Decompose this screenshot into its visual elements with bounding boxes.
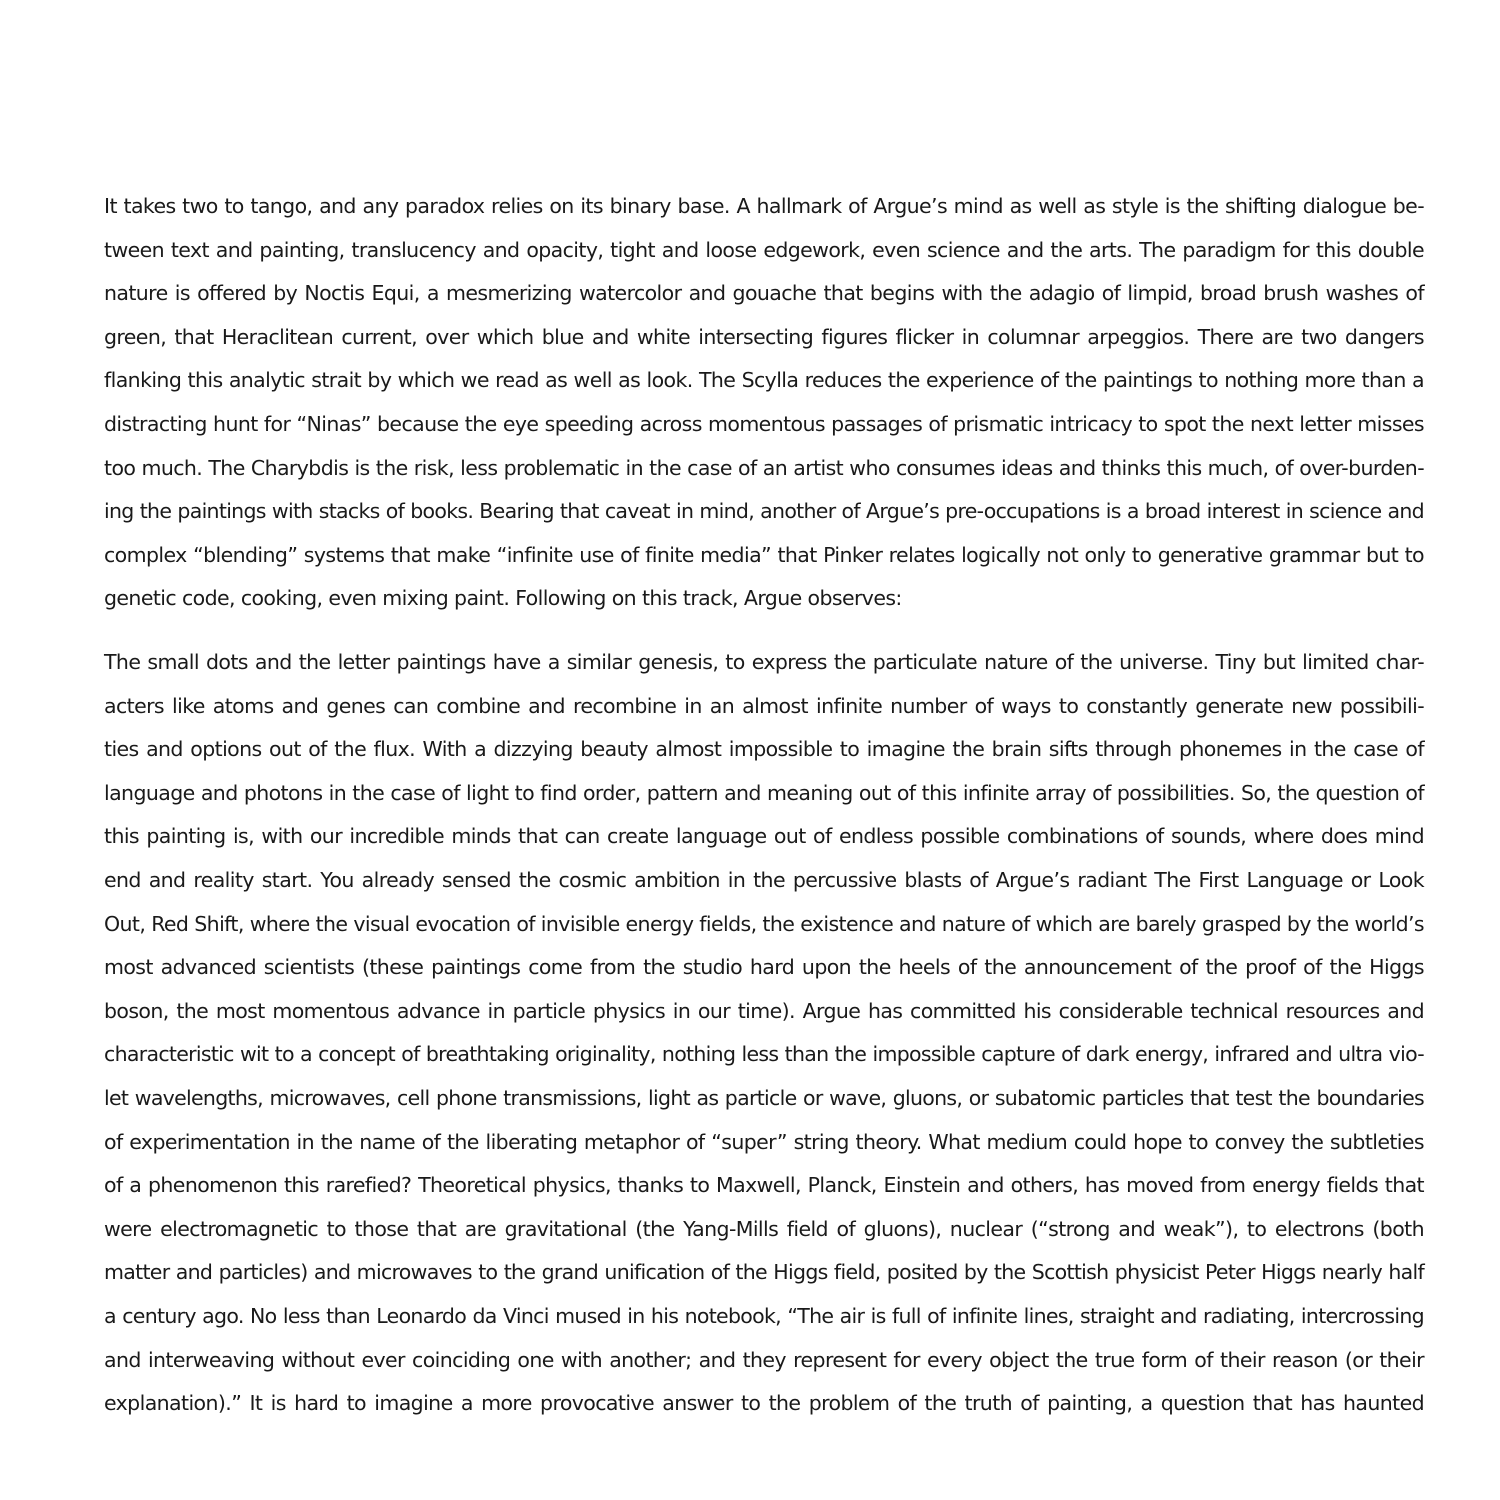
paragraph-line: genetic code, cooking, even mixing paint. Following on this track, Argue observes: [104,586,902,611]
paragraph-line: ties and options out of the flux. With a dizzying beauty almost impossible to imagine the brain sifts through phonemes in the case of [104,737,1424,762]
paragraph-line: end and reality start. You already sensed the cosmic ambition in the percussive blasts of Argue’s radiant The First Language or Look [104,867,1424,892]
paragraph-line: matter and particles) and microwaves to the grand unification of the Higgs field, posited by the Scottish physicist Peter Higgs nearly half [104,1260,1424,1285]
paragraph-line: distracting hunt for “Ninas” because the eye speeding across momentous passages of prismatic intricacy to spot the next letter misses [104,411,1424,436]
paragraph-line: green, that Heraclitean current, over which blue and white intersecting figures flicker in columnar arpeggios. There are two dangers [104,324,1424,349]
paragraph-line: were electromagnetic to those that are gravitational (the Yang-Mills field of gluons), nuclear (“strong and weak”), to electrons (both [104,1216,1424,1241]
paragraph-line: and interweaving without ever coinciding one with another; and they represent for every object the true form of their reason (or their [104,1347,1424,1372]
paragraph-line: Out, Red Shift, where the visual evocation of invisible energy fields, the existence and nature of which are barely grasped by the world’s [104,911,1424,936]
paragraph-line: ing the paintings with stacks of books. Bearing that caveat in mind, another of Argue’s pre-occupations is a broad interest in science and [104,499,1424,524]
paragraph-line: most advanced scientists (these paintings come from the studio hard upon the heels of the announcement of the proof of the Higgs [104,955,1424,980]
paragraph-line: It takes two to tango, and any paradox relies on its binary base. A hallmark of Argue’s mind as well as style is the shifting dialogue be- [104,194,1424,218]
body-paragraph-1 [104,185,1424,621]
paragraph-line: of a phenomenon this rarefied? Theoretical physics, thanks to Maxwell, Planck, Einstein and others, has moved from energy fields that [104,1173,1424,1198]
block-quote-paragraph [104,641,1424,1426]
paragraph-line: nature is offered by Noctis Equi, a mesmerizing watercolor and gouache that begins with the adagio of limpid, broad brush washes of [104,281,1424,306]
paragraph-line: flanking this analytic strait by which we read as well as look. The Scylla reduces the experience of the paintings to nothing more than a [104,368,1424,393]
paragraph-line: acters like atoms and genes can combine and recombine in an almost infinite number of ways to constantly generate new possibili- [104,693,1424,718]
paragraph-line: tween text and painting, translucency and opacity, tight and loose edgework, even science and the arts. The paradigm for this double [104,237,1424,262]
paragraph-line: complex “blending” systems that make “infinite use of finite media” that Pinker relates logically not only to generative grammar but to [104,542,1424,567]
paragraph-line: explanation).” It is hard to imagine a more provocative answer to the problem of the truth of painting, a question that has haunted [104,1391,1424,1416]
paragraph-line: The small dots and the letter paintings have a similar genesis, to express the particulate nature of the universe. Tiny but limited char- [104,650,1424,674]
paragraph-line: too much. The Charybdis is the risk, less problematic in the case of an artist who consumes ideas and thinks this much, of over-burden- [104,455,1424,480]
paragraph-line: this painting is, with our incredible minds that can create language out of endless possible combinations of sounds, where does mind [104,824,1424,849]
paragraph-line: boson, the most momentous advance in particle physics in our time). Argue has committed his considerable technical resources and [104,998,1424,1023]
paragraph-line: characteristic wit to a concept of breathtaking originality, nothing less than the impossible capture of dark energy, infrared and ultra vio- [104,1042,1424,1067]
paragraph-line: a century ago. No less than Leonardo da Vinci mused in his notebook, “The air is full of infinite lines, straight and radiating, intercrossing [104,1303,1424,1328]
paragraph-line: language and photons in the case of light to find order, pattern and meaning out of this infinite array of possibilities. So, the question of [104,780,1424,805]
paragraph-line: of experimentation in the name of the liberating metaphor of “super” string theory. What medium could hope to convey the subtleties [104,1129,1424,1154]
paragraph-line: let wavelengths, microwaves, cell phone transmissions, light as particle or wave, gluons, or subatomic particles that test the boundaries [104,1085,1424,1110]
